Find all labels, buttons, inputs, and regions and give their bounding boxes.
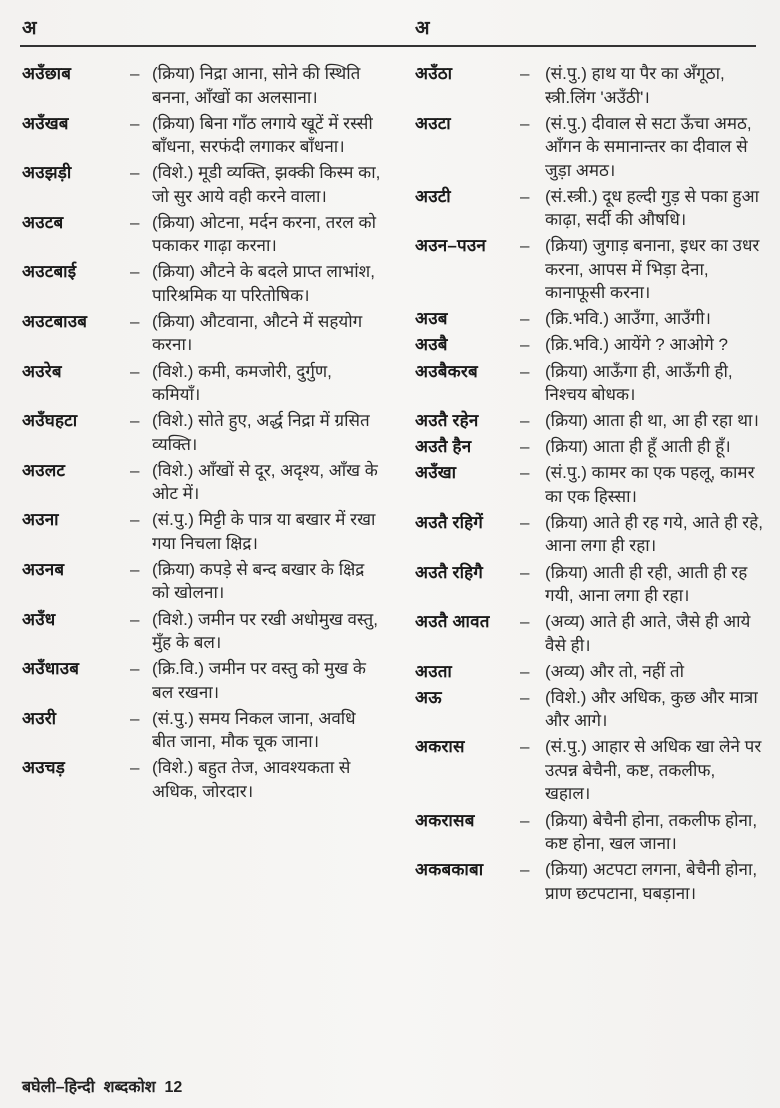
- running-head-left: अ: [22, 18, 37, 39]
- dictionary-entry: [415, 307, 765, 331]
- headword: अउतै हैन: [415, 437, 472, 457]
- headword: अउचड़: [22, 758, 65, 778]
- headword: अउँछाब: [22, 64, 72, 83]
- definition: (क्रिया) अटपटा लगना, बेचैनी होना, प्राण छटपटाना, घबड़ाना।: [545, 860, 758, 903]
- dictionary-entry: [415, 735, 765, 806]
- definition: (अव्य) और तो, नहीं तो: [545, 661, 684, 681]
- definition: (क्रिया) जुगाड़ बनाना, इधर का उधर करना, आपस में भिड़ा देना, कानाफूसी करना।: [545, 236, 760, 303]
- dictionary-entry: [22, 360, 382, 407]
- dictionary-entry: [415, 511, 765, 558]
- dictionary-entry: [415, 234, 765, 305]
- dictionary-entry: [415, 112, 765, 183]
- headword: अउटबाउब: [22, 311, 88, 331]
- definition: (क्रिया) औटने के बदले प्राप्त लाभांश, पारिश्रमिक या परितोषिक।: [152, 262, 375, 305]
- headword: अउनब: [22, 559, 65, 579]
- headword: अउतै रहिगें: [415, 512, 484, 532]
- separator-dash: –: [520, 687, 530, 707]
- separator-dash: –: [520, 309, 530, 329]
- headword: अउटी: [415, 186, 451, 206]
- headword: अउतै रहेन: [415, 411, 479, 431]
- separator-dash: –: [520, 810, 530, 830]
- dictionary-entry: [22, 211, 382, 258]
- separator-dash: –: [130, 659, 140, 679]
- separator-dash: –: [520, 64, 530, 83]
- definition: (सं.पु.) दीवाल से सटा ऊँचा अमठ, आँगन के समानान्तर का दीवाल से जुड़ा अमठ।: [545, 113, 752, 180]
- headword: अउतै आवत: [415, 612, 490, 632]
- headword: अउबै: [415, 335, 448, 355]
- definition: (विशे.) बहुत तेज, आवश्यकता से अधिक, जोरदार।: [152, 758, 351, 801]
- dictionary-entry: [415, 62, 765, 109]
- definition: (अव्य) आते ही आते, जैसे ही आये वैसे ही।: [545, 612, 751, 655]
- definition: (क्रिया) कपड़े से बन्द बखार के क्षिद्र को खोलना।: [152, 559, 365, 603]
- dictionary-entry: [22, 558, 382, 605]
- separator-dash: –: [520, 661, 530, 681]
- definition: (क्रिया) निद्रा आना, सोने की स्थिति बनना, आँखों का अलसाना।: [152, 64, 361, 107]
- definition: (सं.पु.) आहार से अधिक खा लेने पर उत्पन्न बेचैनी, कष्ट, तकलीफ, खहाल।: [545, 737, 762, 804]
- definition: (विशे.) जमीन पर रखी अधोमुख वस्तु, मुँह के बल।: [152, 609, 378, 653]
- separator-dash: –: [520, 113, 530, 133]
- separator-dash: –: [520, 411, 530, 431]
- dictionary-entry: [415, 686, 765, 733]
- separator-dash: –: [130, 113, 140, 133]
- dictionary-entry: [415, 360, 765, 407]
- definition: (क्रिया) औटवाना, औटने में सहयोग करना।: [152, 311, 363, 355]
- headword: अउन–पउन: [415, 236, 487, 256]
- definition: (विशे.) सोते हुए, अर्द्ध निद्रा में ग्रसित व्यक्ति।: [152, 411, 370, 454]
- headword: अउरेब: [22, 361, 62, 381]
- dictionary-entry: [415, 409, 765, 433]
- definition: (सं.पु.) मिट्टी के पात्र या बखार में रखा गया निचला क्षिद्र।: [152, 510, 376, 553]
- headword: अकरास: [415, 737, 465, 757]
- dictionary-entry: [22, 508, 382, 555]
- header-rule: [20, 45, 756, 47]
- separator-dash: –: [130, 559, 140, 579]
- definition: (क्रिया) आता ही था, आ ही रहा था।: [545, 411, 759, 431]
- headword: अउरी: [22, 708, 57, 728]
- definition: (क्रि.भवि.) आयेंगे ? आओगे ?: [545, 335, 728, 355]
- separator-dash: –: [130, 411, 140, 431]
- separator-dash: –: [520, 512, 530, 532]
- dictionary-entry: [415, 435, 765, 459]
- definition: (क्रिया) आता ही हूँ आती ही हूँ।: [545, 437, 731, 457]
- dictionary-entry: [22, 657, 382, 704]
- definition: (विशे.) आँखों से दूर, अदृश्य, आँख के ओट में।: [152, 460, 378, 504]
- separator-dash: –: [520, 437, 530, 457]
- dictionary-entry: [415, 610, 765, 657]
- headword: अउँखब: [22, 113, 69, 133]
- dictionary-entry: [22, 112, 382, 159]
- headword: अउँधाउब: [22, 659, 80, 679]
- headword: अउँठा: [415, 64, 453, 83]
- separator-dash: –: [130, 361, 140, 381]
- separator-dash: –: [520, 236, 530, 256]
- headword: अउब: [415, 309, 448, 329]
- separator-dash: –: [130, 262, 140, 282]
- separator-dash: –: [130, 212, 140, 232]
- dictionary-entry: [22, 707, 382, 754]
- separator-dash: –: [520, 562, 530, 582]
- headword: अउँखा: [415, 463, 457, 483]
- definition: (क्रि.भवि.) आउँगा, आउँगी।: [545, 309, 711, 329]
- separator-dash: –: [130, 64, 140, 83]
- dictionary-entry: [22, 260, 382, 307]
- definition: (सं.पु.) हाथ या पैर का अँगूठा, स्त्री.लिंग 'अउँठी'।: [545, 64, 725, 107]
- left-column: [22, 62, 382, 806]
- separator-dash: –: [130, 510, 140, 530]
- definition: (क्रिया) आती ही रही, आती ही रह गयी, आना लगा ही रहा।: [545, 562, 748, 606]
- dictionary-entry: [22, 409, 382, 456]
- separator-dash: –: [520, 737, 530, 757]
- headword: अउटब: [22, 212, 64, 232]
- headword: अउझड़ी: [22, 163, 72, 183]
- separator-dash: –: [520, 361, 530, 381]
- separator-dash: –: [520, 612, 530, 632]
- headword: अउटबाई: [22, 262, 77, 282]
- headword: अउँघहटा: [22, 411, 78, 431]
- separator-dash: –: [130, 609, 140, 629]
- separator-dash: –: [130, 758, 140, 778]
- dictionary-entry: [22, 608, 382, 655]
- dictionary-entry: [415, 333, 765, 357]
- right-column: [415, 62, 765, 908]
- headword: अऊ: [415, 687, 442, 707]
- definition: (क्रिया) बेचैनी होना, तकलीफ होना, कष्ट होना, खल जाना।: [545, 810, 758, 853]
- running-head-right: अ: [415, 18, 430, 39]
- dictionary-entry: [415, 461, 765, 508]
- headword: अकबकाबा: [415, 860, 484, 880]
- dictionary-entry: [415, 858, 765, 905]
- definition: (सं.स्त्री.) दूध हल्दी गुड़ से पका हुआ काढ़ा, सर्दी की औषधि।: [545, 186, 759, 230]
- headword: अउतै रहिगै: [415, 562, 484, 582]
- headword: अउँध: [22, 609, 56, 629]
- separator-dash: –: [130, 311, 140, 331]
- dictionary-entry: [22, 310, 382, 357]
- separator-dash: –: [520, 335, 530, 355]
- definition: (क्रिया) आऊँगा ही, आऊँगी ही, निश्चय बोधक।: [545, 361, 733, 405]
- dictionary-entry: [415, 809, 765, 856]
- definition: (सं.पु.) कामर का एक पहलू, कामर का एक हिस्सा।: [545, 463, 755, 506]
- headword: अउबैकरब: [415, 361, 478, 381]
- separator-dash: –: [130, 460, 140, 480]
- headword: अउलट: [22, 460, 66, 480]
- definition: (विशे.) मूडी व्यक्ति, झक्की किस्म का, जो सुर आये वही करने वाला।: [152, 163, 381, 206]
- definition: (विशे.) कमी, कमजोरी, दुर्गुण, कमियाँ।: [152, 361, 332, 405]
- headword: अउता: [415, 661, 452, 681]
- definition: (क्रि.वि.) जमीन पर वस्तु को मुख के बल रखना।: [152, 659, 366, 702]
- dictionary-entry: [22, 459, 382, 506]
- separator-dash: –: [130, 163, 140, 183]
- headword: अउना: [22, 510, 59, 530]
- definition: (क्रिया) आते ही रह गये, आते ही रहे, आना लगा ही रहा।: [545, 512, 763, 556]
- dictionary-entry: [22, 62, 382, 109]
- definition: (क्रिया) ओटना, मर्दन करना, तरल को पकाकर गाढ़ा करना।: [152, 212, 377, 256]
- page-footer: [22, 1075, 182, 1097]
- separator-dash: –: [520, 860, 530, 880]
- definition: (विशे.) और अधिक, कुछ और मात्रा और आगे।: [545, 687, 758, 731]
- separator-dash: –: [130, 708, 140, 728]
- separator-dash: –: [520, 463, 530, 483]
- separator-dash: –: [520, 186, 530, 206]
- definition: (क्रिया) बिना गाँठ लगाये खूटें में रस्सी बाँधना, सरफंदी लगाकर बाँधना।: [152, 113, 373, 157]
- dictionary-entry: [415, 660, 765, 684]
- book-title: बघेली–हिन्दी शब्दकोश: [22, 1079, 156, 1096]
- dictionary-entry: [22, 161, 382, 208]
- dictionary-entry: [415, 561, 765, 608]
- page-number: 12: [164, 1079, 183, 1096]
- headword: अउटा: [415, 113, 451, 133]
- dictionary-entry: [22, 756, 382, 803]
- definition: (सं.पु.) समय निकल जाना, अवधि बीत जाना, मौक चूक जाना।: [152, 708, 356, 752]
- headword: अकरासब: [415, 810, 475, 830]
- dictionary-entry: [415, 185, 765, 232]
